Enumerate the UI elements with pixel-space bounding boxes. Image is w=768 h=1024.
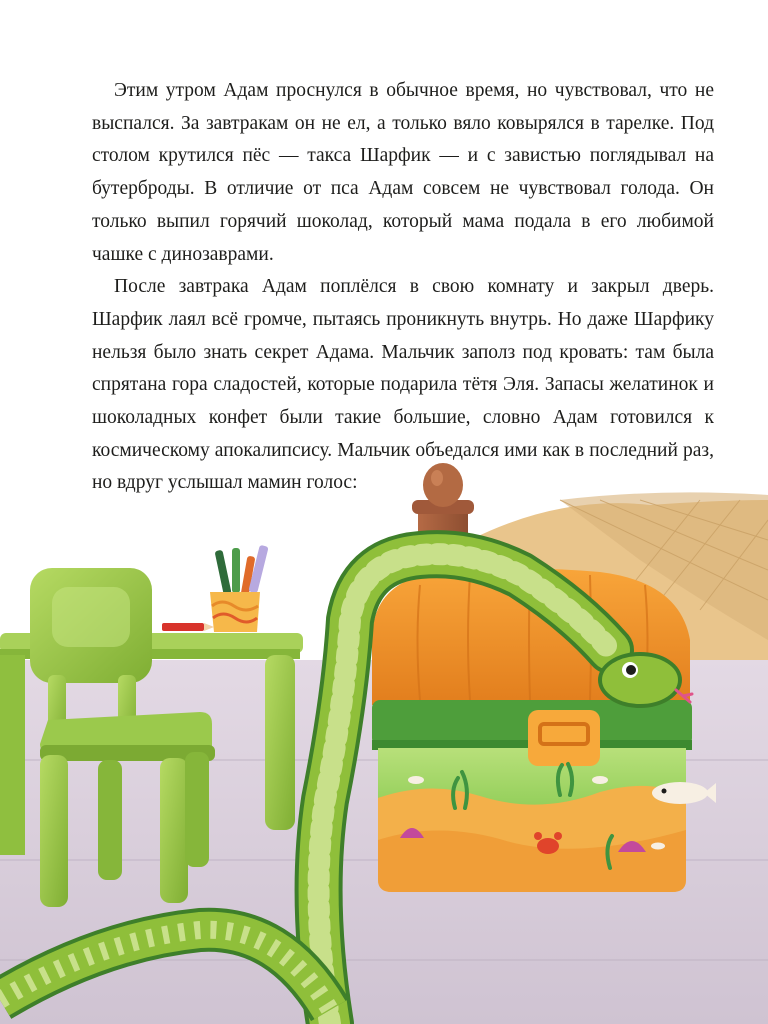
bedroom-illustration bbox=[0, 462, 768, 1024]
red-pencil bbox=[162, 623, 214, 631]
pencil-cup bbox=[210, 545, 269, 632]
story-text bbox=[92, 75, 714, 500]
paragraph-1: Этим утром Адам проснулся в обычное время, но чувствовал, что не выспался. За завтракам он не ел, а только вяло ковырялся в тарелке. Под столом крутился пёс — такса Шарфик — и с завистью поглядывал на бутерброды. В отличие от пса Адам совсем не чувствовал голода. Он только выпил горячий шоколад, который мама подала в его любимой чашке с динозаврами. bbox=[92, 80, 714, 265]
paragraph-2: После завтрака Адам поплёлся в свою комнату и закрыл дверь. Шарфик лаял всё громче, пытаясь проникнуть внутрь. Но даже Шарфику нельзя было знать секрет Адама. Мальчик заполз под кровать: там была спрятана гора сладостей, которые подарила тётя Эля. Запасы желатинок и шоколадных конфет были такие большие, словно Адам готовился к космическому апокалипсису. Мальчик объедался ими как в последний раз, но вдруг услышал мамин голос: bbox=[92, 276, 714, 494]
